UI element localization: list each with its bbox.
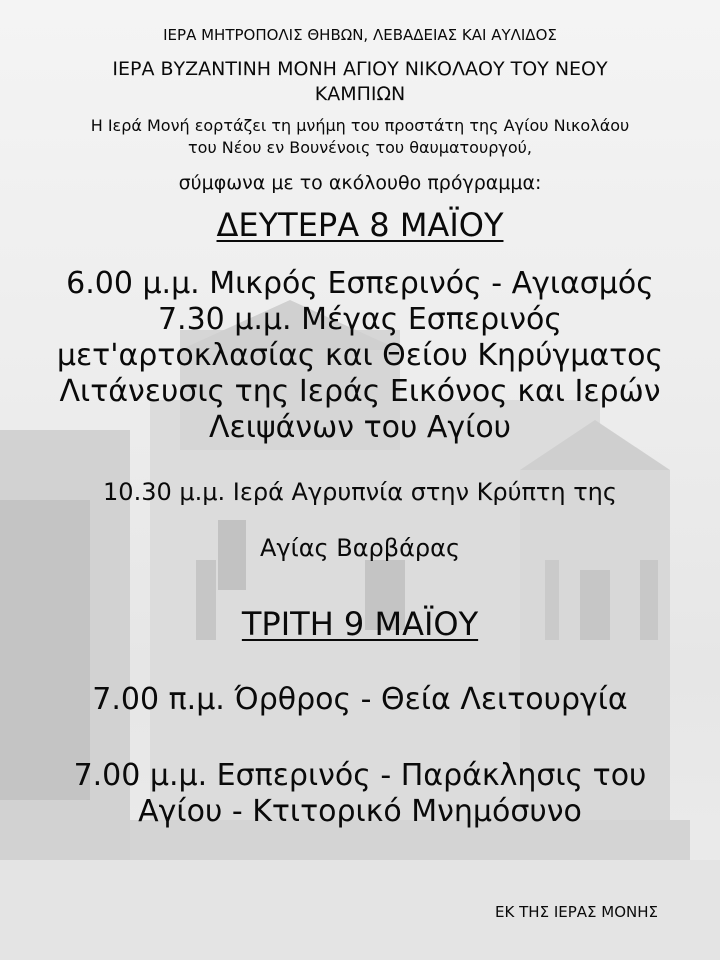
- day1-line5: Λειψάνων του Αγίου: [208, 410, 512, 445]
- day1-vigil-line2: Αγίας Βαρβάρας: [259, 534, 461, 562]
- day1-line4: Λιτάνευσις της Ιεράς Εικόνος και Ιερών: [59, 374, 661, 409]
- day1-line3: μετ'αρτοκλασίας και Θείου Κηρύγματος: [56, 338, 664, 373]
- day1-line1: 6.00 μ.μ. Μικρός Εσπερινός - Αγιασμός: [66, 266, 654, 301]
- metropolis-heading: ΙΕΡΑ ΜΗΤΡΟΠΟΛΙΣ ΘΗΒΩΝ, ΛΕΒΑΔΕΙΑΣ ΚΑΙ ΑΥΛΙΔΟΣ: [163, 26, 557, 44]
- announcement-line2: του Νέου εν Βουνένοις του θαυματουργού,: [188, 138, 532, 157]
- program-intro: σύμφωνα με το ακόλουθο πρόγραμμα:: [178, 172, 542, 194]
- day2-evening-line1: 7.00 μ.μ. Εσπερινός - Παράκλησις του: [73, 758, 647, 793]
- day1-line2: 7.30 μ.μ. Μέγας Εσπερινός: [157, 302, 563, 337]
- signature: ΕΚ ΤΗΣ ΙΕΡΑΣ ΜΟΝΗΣ: [495, 903, 658, 921]
- day1-title: ΔΕΥΤΕΡΑ 8 ΜΑΪΟΥ: [216, 206, 504, 244]
- announcement-line1: Η Ιερά Μονή εορτάζει τη μνήμη του προστάτη της Αγίου Νικολάου: [90, 116, 630, 135]
- day2-evening-line2: Αγίου - Κτιτορικό Μνημόσυνο: [138, 794, 582, 829]
- day1-vigil-line1: 10.30 μ.μ. Ιερά Αγρυπνία στην Κρύπτη της: [103, 478, 617, 506]
- monastery-name-line2: ΚΑΜΠΙΩΝ: [314, 83, 406, 105]
- day2-title: ΤΡΙΤΗ 9 ΜΑΪΟΥ: [241, 605, 479, 643]
- monastery-name-line1: ΙΕΡΑ ΒΥΖΑΝΤΙΝΗ ΜΟΝΗ ΑΓΙΟΥ ΝΙΚΟΛΑΟΥ ΤΟΥ ΝΕΟΥ: [112, 58, 608, 80]
- day2-morning: 7.00 π.μ. Όρθρος - Θεία Λειτουργία: [92, 682, 628, 717]
